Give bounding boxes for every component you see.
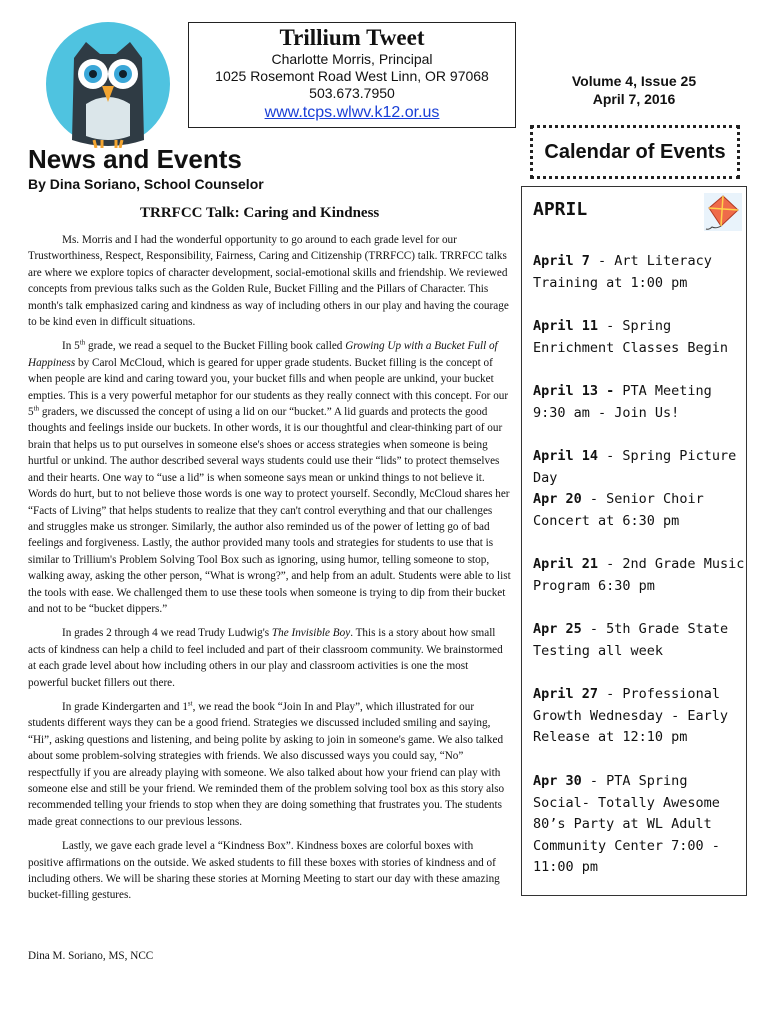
kite-icon xyxy=(704,193,742,231)
issue-info xyxy=(530,72,738,108)
article-paragraph-4: In grade Kindergarten and 1st, we read the book “Join In and Play”, which illustrated for our students different ways they can be a good friend. Strategies we discussed included smiling and saying, “Hi”, asking questions and listening, and being polite by asking to join in someone's game. We also talked about some problem-solving strategies with friends. We also discussed ways you could say, “No” respectfully if you are already playing with someone. We also talked about how your friend can play with someone else and still be your friend. We reminded them of the problem solving tool box as this story also recommended telling your friends to stop when they are doing something that frustrates you. The students made great connections to our previous lessons. xyxy=(28,699,505,828)
calendar-title: Calendar of Events xyxy=(530,125,740,179)
book-title: The Invisible Boy xyxy=(271,627,351,640)
website-link[interactable]: www.tcps.wlwv.k12.or.us xyxy=(264,104,440,121)
article-body xyxy=(28,232,511,912)
calendar-event: April 11 - Spring Enrichment Classes Begin xyxy=(533,318,729,356)
issue-date: April 7, 2016 xyxy=(592,91,676,107)
school-phone: 503.673.7950 xyxy=(309,85,395,101)
masthead-box xyxy=(188,22,516,128)
issue-volume: Volume 4, Issue 25 xyxy=(571,73,697,89)
school-address: 1025 Rosemont Road West Linn, OR 97068 xyxy=(215,68,489,84)
article-paragraph-1: Ms. Morris and I had the wonderful opportunity to go around to each grade level for our Trustworthiness, Respect, Responsibility, Fairness, Caring and Citizenship (TRRFCC) talk. TRRFCC talks are where we explore topics of character development, social-emotional skills and friendship. We reviewed concepts from previous talks such as the Golden Rule, Bucket Filling and the Pillars of Character. This month's talk emphasized caring and kindness as way of including others in our play and having the courage to be kind even in difficult situations. xyxy=(28,234,509,329)
calendar-event: Apr 20 - Senior Choir Concert at 6:30 pm xyxy=(533,491,704,529)
article-paragraph-5: Lastly, we gave each grade level a “Kindness Box”. Kindness boxes are colorful boxes with positive affirmations on the outside. We asked students to fill these boxes with stories of kindness and of including others. We will be sharing these stories at Morning Meeting to start our day with these amazing bucket-filling gestures. xyxy=(28,840,500,902)
calendar-event: April 27 - Professional Growth Wednesday - Early Release at 12:10 pm xyxy=(533,686,729,745)
article-paragraph-2: In 5th grade, we read a sequel to the Bucket Filling book called Growing Up with a Bucket Full of Happiness by Carol McCloud, which is geared for upper grade students. Bucket filling is the concept of when people are kind and caring toward you, your bucket fills and when people are unkind, your bucket empties. This is a very powerful metaphor for our students as they really connect with this concept. For our 5th graders, we discussed the concept of using a lid on our “bucket.” A lid guards and protects the good thoughts and feelings inside our buckets. In other words, it is our thoughtful and clear-thinking part of our brain that helps us to put ourselves in someone else's shoes or access strategies when someone is being hurtful or unkind. The author described several ways students could use their “lids” to protect themselves and their hearts. One way to “use a lid” is when someone says mean or unkind things to not believe it. Words do hurt, but to not believe those words is one way to protect yourself. Secondly, McCloud shares her “Facts of Living” that helps students to realize that they can't control everything and that our challenges and struggles make us stronger. Similarly, the author also reminded us of the power of letting go of bad feelings and forgiveness. Lastly, the author provided many tools and strategies for students to use that is similar to Trillium's Problem Solving Tool Box such as ignoring, using humor, telling someone to stop, walking away, asking the other person, “What is wrong?”, and help from an adult. Students were able to list the tools with ease. We challenged them to use these tools when someone is trying to dip from their bucket and not to be “bucket dippers.” xyxy=(28,338,511,615)
calendar-event: April 21 - 2nd Grade Music Program 6:30 pm xyxy=(533,556,745,594)
calendar-event: April 7 - Art Literacy Training at 1:00 pm xyxy=(533,253,712,291)
byline: By Dina Soriano, School Counselor xyxy=(28,176,264,192)
calendar-event: Apr 30 - PTA Spring Social- Totally Awesome 80’s Party at WL Adult Community Center 7:00 - 11:00 pm xyxy=(533,773,720,875)
masthead-title: Trillium Tweet xyxy=(279,25,425,50)
calendar-event: April 13 - PTA Meeting 9:30 am - Join Us! xyxy=(533,383,712,421)
calendar-event: Apr 25 - 5th Grade State Testing all week xyxy=(533,621,729,659)
book-title: Growing Up with a Bucket Full of Happiness xyxy=(28,340,498,369)
principal-name: Charlotte Morris, Principal xyxy=(271,51,433,67)
article-title: TRRFCC Talk: Caring and Kindness xyxy=(140,205,380,221)
calendar-box xyxy=(521,186,747,896)
article-signature: Dina M. Soriano, MS, NCC xyxy=(28,950,154,962)
news-title: News and Events xyxy=(28,144,242,174)
calendar-event: April 14 - Spring Picture Day xyxy=(533,448,737,486)
article-paragraph-3: In grades 2 through 4 we read Trudy Ludwig's The Invisible Boy. This is a story about how small acts of kindness can help a child to feel included and part of their classroom community. We brainstormed at each grade level about how including others in our play and classroom activities is one the most powerful bucket fillers out there. xyxy=(28,627,503,689)
owl-logo-icon xyxy=(44,20,172,148)
calendar-month: APRIL xyxy=(533,199,588,220)
